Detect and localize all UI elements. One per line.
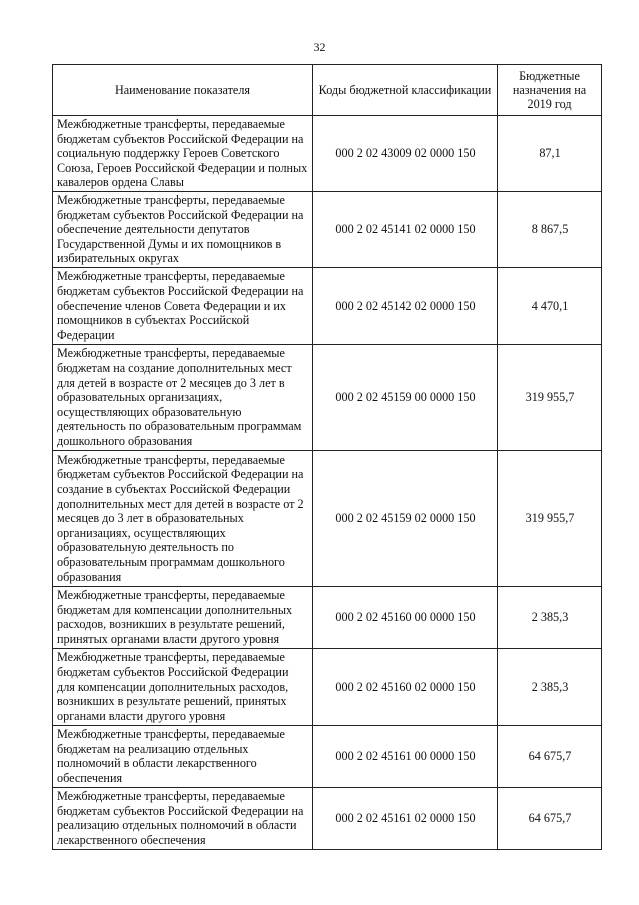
- table-row: [53, 787, 602, 849]
- row-amount: 8 867,5: [498, 191, 602, 267]
- budget-table: [52, 64, 602, 850]
- row-code: 000 2 02 45161 02 0000 150: [313, 787, 498, 849]
- header-budget-amount: Бюджетные назначения на 2019 год: [498, 65, 602, 116]
- row-amount: 2 385,3: [498, 586, 602, 648]
- row-code: 000 2 02 45161 00 0000 150: [313, 725, 498, 787]
- row-name: Межбюджетные трансферты, передаваемые бюджетам субъектов Российской Федерации на социальную поддержку Героев Советского Союза, Героев Российской Федерации и полных кавалеров ордена Славы: [53, 116, 313, 192]
- row-name: Межбюджетные трансферты, передаваемые бюджетам для компенсации дополнительных расходов, возникших в результате решений, принятых органами власти другого уровня: [53, 586, 313, 648]
- row-amount: 87,1: [498, 116, 602, 192]
- row-name: Межбюджетные трансферты, передаваемые бюджетам на реализацию отдельных полномочий в области лекарственного обеспечения: [53, 725, 313, 787]
- header-budget-code: Коды бюджетной классификации: [313, 65, 498, 116]
- row-code: 000 2 02 45160 00 0000 150: [313, 586, 498, 648]
- row-name: Межбюджетные трансферты, передаваемые бюджетам субъектов Российской Федерации на обеспечение деятельности депутатов Государственной Думы и их помощников в избирательных округах: [53, 191, 313, 267]
- row-name: Межбюджетные трансферты, передаваемые бюджетам субъектов Российской Федерации на реализацию отдельных полномочий в области лекарственного обеспечения: [53, 787, 313, 849]
- table-row: [53, 586, 602, 648]
- table-row: [53, 267, 602, 344]
- table-row: [53, 648, 602, 725]
- row-code: 000 2 02 43009 02 0000 150: [313, 116, 498, 192]
- table-row: [53, 344, 602, 450]
- row-amount: 64 675,7: [498, 787, 602, 849]
- table-row: [53, 191, 602, 267]
- page-number: 32: [313, 40, 326, 54]
- header-indicator-name: Наименование показателя: [53, 65, 313, 116]
- row-amount: 4 470,1: [498, 267, 602, 344]
- row-name: Межбюджетные трансферты, передаваемые бюджетам субъектов Российской Федерации на создание в субъектах Российской Федерации дополнительных мест для детей в возрасте от 2 месяцев до 3 лет в образовательных организациях, осуществляющих образовательную деятельность по образовательным программам дошкольного образования: [53, 450, 313, 586]
- row-amount: 319 955,7: [498, 450, 602, 586]
- row-code: 000 2 02 45142 02 0000 150: [313, 267, 498, 344]
- row-code: 000 2 02 45159 00 0000 150: [313, 344, 498, 450]
- row-name: Межбюджетные трансферты, передаваемые бюджетам субъектов Российской Федерации для компенсации дополнительных расходов, возникших в результате решений, принятых органами власти другого уровня: [53, 648, 313, 725]
- table-row: [53, 450, 602, 586]
- row-name: Межбюджетные трансферты, передаваемые бюджетам субъектов Российской Федерации на обеспечение членов Совета Федерации и их помощников в субъектах Российской Федерации: [53, 267, 313, 344]
- row-name: Межбюджетные трансферты, передаваемые бюджетам на создание дополнительных мест для детей в возрасте от 2 месяцев до 3 лет в образовательных организациях, осуществляющих образовательную деятельность по образовательным программам дошкольного образования: [53, 344, 313, 450]
- table-header-row: [53, 65, 602, 116]
- row-code: 000 2 02 45159 02 0000 150: [313, 450, 498, 586]
- table-row: [53, 116, 602, 192]
- table-row: [53, 725, 602, 787]
- row-code: 000 2 02 45160 02 0000 150: [313, 648, 498, 725]
- row-amount: 2 385,3: [498, 648, 602, 725]
- row-amount: 64 675,7: [498, 725, 602, 787]
- row-amount: 319 955,7: [498, 344, 602, 450]
- row-code: 000 2 02 45141 02 0000 150: [313, 191, 498, 267]
